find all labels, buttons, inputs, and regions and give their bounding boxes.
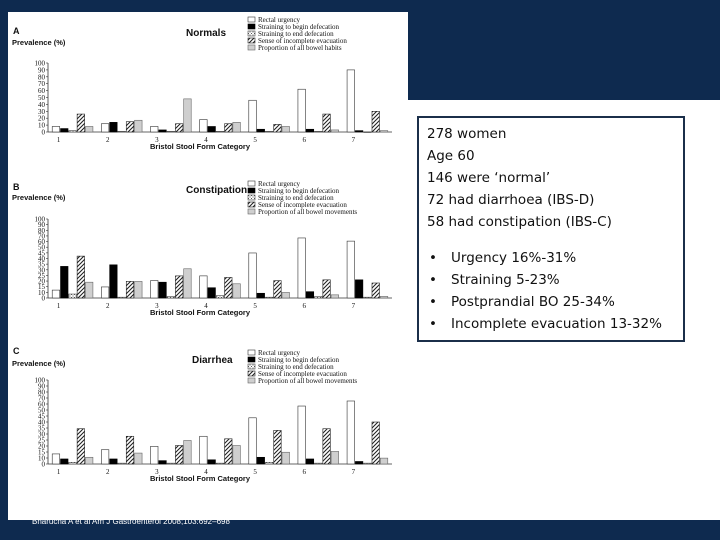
y-tick-label: 100 — [34, 215, 45, 224]
bar — [372, 422, 380, 464]
bar — [85, 126, 93, 132]
bar — [249, 100, 256, 132]
bar — [372, 283, 380, 298]
y-tick-label: 20 — [38, 277, 45, 286]
bar — [101, 124, 109, 132]
bar — [225, 277, 233, 298]
legend-swatch — [248, 38, 255, 43]
y-tick-label: 50 — [38, 94, 45, 102]
bar — [69, 131, 77, 132]
bar — [265, 297, 273, 298]
bar — [101, 287, 109, 298]
x-tick-label: 4 — [204, 468, 208, 476]
bar — [315, 131, 323, 132]
x-axis-label: Bristol Stool Form Category — [149, 308, 251, 317]
bar — [216, 463, 224, 464]
bar-chart-figure — [8, 12, 408, 520]
x-tick-label: 1 — [56, 136, 61, 144]
bar — [126, 122, 134, 132]
bullet-item — [427, 291, 683, 313]
bullet-text: Postprandial BO 25-34% — [451, 294, 615, 310]
x-tick-label: 7 — [351, 136, 356, 144]
y-tick-label: 90 — [38, 221, 45, 230]
bar — [200, 276, 208, 298]
legend-swatch — [248, 378, 255, 383]
y-tick-label: 15 — [38, 283, 45, 292]
bar — [159, 130, 167, 132]
bar — [52, 290, 60, 298]
y-tick-label: 30 — [38, 430, 45, 439]
y-tick-label: 80 — [38, 226, 45, 235]
bullet-text: Urgency 16%-31% — [451, 250, 577, 266]
bar — [225, 439, 233, 464]
bar — [61, 459, 68, 464]
bar — [233, 122, 241, 132]
bar — [315, 463, 323, 464]
bar — [331, 451, 339, 464]
bar — [331, 130, 339, 132]
bar — [257, 129, 265, 132]
x-tick-label: 4 — [204, 302, 208, 310]
bar — [282, 452, 290, 464]
bar — [298, 89, 306, 132]
bar — [77, 114, 85, 132]
y-tick-label: 40 — [38, 418, 45, 427]
x-tick-label: 6 — [302, 136, 307, 144]
bar — [200, 436, 208, 464]
legend-swatch — [248, 209, 255, 214]
bar — [52, 454, 60, 464]
y-tick-label: 30 — [38, 107, 45, 116]
bar — [265, 462, 273, 464]
legend-swatch — [248, 364, 255, 369]
bar — [110, 122, 118, 132]
x-tick-label: 5 — [253, 136, 257, 144]
y-tick-label: 70 — [38, 394, 45, 403]
bar — [298, 406, 306, 464]
y-tick-label: 45 — [38, 412, 45, 421]
legend-label: Rectal urgency — [258, 180, 301, 188]
bar — [347, 70, 355, 132]
summary-line: 146 were ‘normal’ — [427, 170, 551, 186]
legend-label: Sense of incomplete evacuation — [258, 201, 347, 209]
bar — [184, 99, 192, 132]
bar — [274, 124, 282, 132]
legend-swatch — [248, 188, 255, 193]
chart-title: Normals — [186, 28, 227, 39]
bar — [69, 294, 77, 298]
bar — [126, 281, 134, 298]
bar — [216, 296, 224, 298]
bullet-icon: • — [429, 294, 437, 310]
summary-bullet-list — [427, 247, 683, 335]
y-axis-label: Prevalence (%) — [12, 193, 66, 202]
x-tick-label: 7 — [351, 302, 356, 310]
bar — [151, 281, 159, 298]
y-tick-label: 35 — [38, 424, 45, 433]
x-tick-label: 3 — [155, 468, 159, 476]
bar — [110, 459, 118, 464]
bar — [167, 463, 175, 464]
legend-label: Straining to end defecation — [258, 30, 334, 38]
bar — [135, 453, 143, 464]
legend-swatch — [248, 17, 255, 22]
legend-swatch — [248, 195, 255, 200]
y-tick-label: 10 — [38, 454, 45, 463]
legend-label: Straining to begin defecation — [258, 187, 340, 195]
summary-line: 58 had constipation (IBS-C) — [427, 214, 612, 230]
legend-label: Sense of incomplete evacuation — [258, 370, 347, 378]
bar — [274, 281, 282, 298]
y-tick-label: 10 — [38, 288, 45, 297]
panel-letter: C — [13, 346, 20, 356]
bar — [175, 124, 183, 132]
bar — [151, 126, 159, 132]
x-axis-label: Bristol Stool Form Category — [149, 474, 251, 483]
bar — [315, 296, 323, 298]
bar — [323, 280, 331, 298]
x-tick-label: 5 — [253, 468, 257, 476]
y-tick-label: 40 — [38, 255, 45, 263]
legend-swatch — [248, 24, 255, 29]
bar — [208, 288, 216, 298]
x-tick-label: 3 — [155, 136, 159, 144]
y-tick-label: 10 — [38, 121, 45, 130]
legend-label: Straining to end defecation — [258, 363, 334, 371]
bar — [364, 297, 372, 298]
bar — [175, 276, 183, 298]
summary-line: 72 had diarrhoea (IBS-D) — [427, 192, 595, 208]
bar — [208, 126, 216, 132]
bullet-icon: • — [429, 316, 437, 332]
y-tick-label: 20 — [38, 114, 45, 123]
legend-swatch — [248, 31, 255, 36]
y-axis-label: Prevalence (%) — [12, 38, 66, 47]
x-tick-label: 2 — [105, 468, 110, 476]
citation: Bharucha A et al Am J Gastroenterol 2008;103:692–698 — [32, 517, 230, 526]
bullet-icon: • — [429, 272, 437, 288]
y-tick-label: 70 — [38, 232, 45, 241]
bar — [257, 457, 265, 464]
bar — [282, 126, 290, 132]
bar — [282, 292, 290, 298]
x-tick-label: 6 — [302, 302, 307, 310]
x-tick-label: 6 — [302, 468, 307, 476]
y-tick-label: 60 — [38, 87, 45, 96]
charts-svg — [8, 12, 408, 520]
x-axis-label: Bristol Stool Form Category — [149, 142, 251, 151]
bar — [167, 296, 175, 298]
bar — [225, 124, 233, 132]
bar — [265, 131, 273, 132]
bullet-item — [427, 247, 683, 269]
legend-label: Rectal urgency — [258, 349, 301, 357]
bullet-text: Incomplete evacuation 13-32% — [451, 316, 662, 332]
bar — [175, 446, 183, 464]
legend-swatch — [248, 45, 255, 50]
bar — [355, 461, 363, 464]
y-tick-label: 40 — [38, 100, 45, 109]
bar — [323, 114, 331, 132]
y-tick-label: 15 — [38, 448, 45, 457]
bar — [380, 458, 388, 464]
bar — [77, 429, 85, 464]
summary-line: 278 women — [427, 126, 507, 142]
legend-swatch — [248, 357, 255, 362]
bar — [216, 131, 224, 132]
bar — [118, 297, 126, 298]
bar — [249, 253, 256, 298]
legend-swatch — [248, 350, 255, 355]
legend-label: Straining to begin defecation — [258, 356, 340, 364]
panel-letter: B — [13, 182, 20, 192]
bullet-icon: • — [429, 250, 437, 266]
bar — [135, 281, 143, 298]
bar — [233, 446, 241, 464]
bar — [52, 126, 60, 132]
bar — [61, 266, 68, 298]
y-tick-label: 25 — [38, 271, 45, 280]
bar — [331, 295, 339, 298]
y-tick-label: 0 — [41, 460, 45, 469]
bar — [118, 463, 126, 464]
bar — [355, 131, 363, 132]
bar — [110, 265, 118, 298]
legend-label: Straining to begin defecation — [258, 23, 340, 31]
summary-line: Age 60 — [427, 148, 475, 164]
x-tick-label: 1 — [56, 302, 61, 310]
chart-title: Diarrhea — [192, 355, 233, 366]
bar — [380, 296, 388, 298]
y-tick-label: 30 — [38, 266, 45, 275]
bar — [306, 129, 314, 132]
bar — [184, 269, 192, 298]
y-tick-label: 0 — [41, 294, 45, 303]
y-tick-label: 45 — [38, 249, 45, 258]
bar — [159, 282, 167, 298]
legend-label: Straining to end defecation — [258, 194, 334, 202]
bar — [364, 463, 372, 464]
bar — [347, 241, 355, 298]
bar — [118, 131, 126, 132]
bullet-item — [427, 313, 683, 335]
bar — [257, 293, 265, 298]
y-tick-label: 20 — [38, 442, 45, 451]
y-tick-label: 90 — [38, 382, 45, 391]
legend-swatch — [248, 371, 255, 376]
bar — [69, 462, 77, 464]
bar — [167, 131, 175, 132]
legend-label: Rectal urgency — [258, 16, 301, 24]
y-tick-label: 80 — [38, 73, 45, 82]
bar — [135, 120, 143, 132]
bar — [323, 429, 331, 464]
bar — [85, 457, 93, 464]
legend-label: Proportion of all bowel movements — [258, 377, 358, 385]
bar — [151, 446, 159, 464]
x-tick-label: 5 — [253, 302, 257, 310]
bar — [380, 131, 388, 132]
bullet-text: Straining 5-23% — [451, 272, 560, 288]
bar — [159, 461, 167, 464]
y-tick-label: 70 — [38, 80, 45, 89]
legend-label: Proportion of all bowel habits — [258, 44, 342, 52]
bar — [61, 129, 68, 132]
bar — [298, 238, 306, 298]
y-axis-label: Prevalence (%) — [12, 359, 66, 368]
bar — [306, 292, 314, 298]
x-tick-label: 4 — [204, 136, 208, 144]
bar — [372, 111, 380, 132]
bar — [101, 450, 109, 464]
y-tick-label: 25 — [38, 436, 45, 445]
bar — [306, 459, 314, 464]
bar — [355, 280, 363, 298]
bar — [85, 282, 93, 298]
y-tick-label: 80 — [38, 388, 45, 397]
panel-letter: A — [13, 26, 20, 36]
legend-swatch — [248, 181, 255, 186]
bar — [274, 430, 282, 464]
bar — [184, 440, 192, 464]
legend-label: Sense of incomplete evacuation — [258, 37, 347, 45]
y-tick-label: 0 — [41, 128, 45, 137]
y-tick-label: 60 — [38, 238, 45, 247]
bar — [208, 460, 216, 464]
bar — [347, 401, 355, 464]
y-tick-label: 100 — [34, 376, 45, 385]
bar — [233, 284, 241, 298]
x-tick-label: 2 — [105, 136, 110, 144]
bar — [249, 418, 256, 464]
legend-swatch — [248, 202, 255, 207]
bar — [200, 120, 208, 132]
y-tick-label: 50 — [38, 406, 45, 415]
bullet-item — [427, 269, 683, 291]
legend-label: Proportion of all bowel movements — [258, 208, 358, 216]
bar — [77, 256, 85, 298]
x-tick-label: 1 — [56, 468, 61, 476]
x-tick-label: 2 — [105, 302, 110, 310]
x-tick-label: 3 — [155, 302, 159, 310]
y-tick-label: 90 — [38, 66, 45, 75]
bar — [126, 436, 134, 464]
y-tick-label: 50 — [38, 243, 45, 252]
bar — [364, 132, 372, 133]
y-tick-label: 60 — [38, 400, 45, 409]
y-tick-label: 100 — [34, 59, 45, 68]
chart-title: Constipation — [186, 185, 248, 196]
summary-box — [417, 116, 685, 342]
y-tick-label: 35 — [38, 260, 45, 269]
x-tick-label: 7 — [351, 468, 356, 476]
